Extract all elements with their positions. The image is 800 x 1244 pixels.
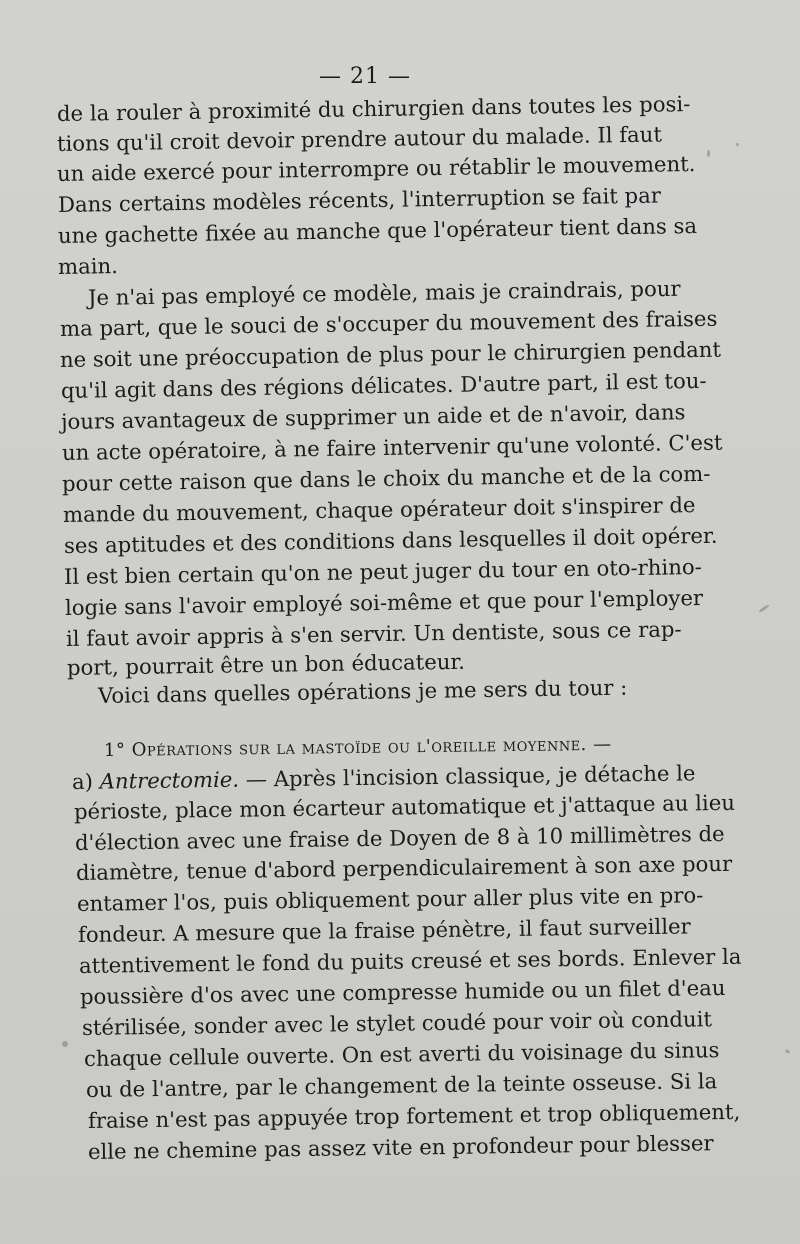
text-line: diamètre, tenue d'abord perpendiculairement à son axe pour: [75, 850, 733, 885]
section-heading: [104, 731, 612, 765]
subsection-label: a): [71, 768, 94, 794]
paper-speck: [758, 604, 770, 613]
paper-speck: [736, 143, 739, 146]
text-line: ou de l'antre, par le changement de la teinte osseuse. Si la: [85, 1068, 718, 1102]
text-line: fondeur. A mesure que la fraise pénètre, il faut surveiller: [77, 913, 691, 947]
text-line: Il est bien certain qu'on ne peut juger du tour en oto-rhino-: [63, 553, 702, 589]
text-line: ses aptitudes et des conditions dans lesquelles il doit opérer.: [63, 522, 718, 558]
text-line: de la rouler à proximité du chirurgien dans toutes les posi-: [56, 91, 691, 126]
text-line: ma part, que le souci de s'occuper du mouvement des fraises: [59, 305, 718, 341]
text-line: chaque cellule ouverte. On est averti du voisinage du sinus: [83, 1037, 720, 1071]
paper-speck: [707, 150, 710, 157]
text-line: jours avantageux de supprimer un aide et de n'avoir, dans: [60, 399, 686, 434]
text-line: elle ne chemine pas assez vite en profondeur pour blesser: [87, 1130, 714, 1164]
text-line: tions qu'il croit devoir prendre autour du malade. Il faut: [56, 121, 663, 156]
section-heading-text: 1° Opérations sur la mastoïde ou l'oreille moyenne. —: [103, 733, 612, 761]
text-line: périoste, place mon écarteur automatique et j'attaque au lieu: [73, 789, 736, 824]
text-line: un aide exercé pour interrompre ou rétablir le mouvement.: [56, 150, 696, 186]
text-line: qu'il agit dans des régions délicates. D'autre part, il est tou-: [60, 367, 707, 403]
text-line: il faut avoir appris à s'en servir. Un dentiste, sous ce rap-: [65, 616, 682, 651]
paper-speck: [785, 1049, 791, 1054]
text-line: fraise n'est pas appuyée trop fortement et trop obliquement,: [87, 1098, 741, 1133]
text-line: d'élection avec une fraise de Doyen de 8 à 10 millimètres de: [74, 820, 725, 855]
paper-speck: [62, 1041, 68, 1047]
text-line: stérilisée, sonder avec le stylet coudé pour voir où conduit: [81, 1006, 713, 1040]
text-line: main.: [57, 253, 119, 279]
text-line: mande du mouvement, chaque opérateur doit s'inspirer de: [62, 492, 696, 527]
text-line: logie sans l'avoir employé soi-même et que pour l'employer: [64, 584, 704, 620]
text-line: un acte opératoire, à ne faire intervenir qu'une volonté. C'est: [61, 429, 723, 465]
text-line: pour cette raison que dans le choix du manche et de la com-: [61, 460, 711, 496]
text-line: Dans certains modèles récents, l'interruption se fait par: [57, 182, 662, 217]
subsection-text: — Après l'incision classique, je détache le: [245, 760, 696, 792]
text-line: attentivement le fond du puits creusé et ses bords. Enlever la: [78, 943, 742, 978]
page-number: — 21 —: [319, 64, 411, 89]
subsection-title: Antrectomie.: [99, 766, 240, 794]
text-line: Je n'ai pas employé ce modèle, mais je craindrais, pour: [87, 275, 681, 310]
text-line: port, pourrait être un bon éducateur.: [66, 648, 466, 680]
text-line: poussière d'os avec une compresse humide ou un filet d'eau: [79, 974, 726, 1009]
text-line: une gachette fixée au manche que l'opérateur tient dans sa: [57, 212, 698, 248]
text-line: Voici dans quelles opérations je me sers du tour :: [97, 674, 628, 708]
text-line: ne soit une préoccupation de plus pour le chirurgien pendant: [59, 336, 722, 372]
text-line: entamer l'os, puis obliquement pour aller plus vite en pro-: [76, 882, 704, 916]
